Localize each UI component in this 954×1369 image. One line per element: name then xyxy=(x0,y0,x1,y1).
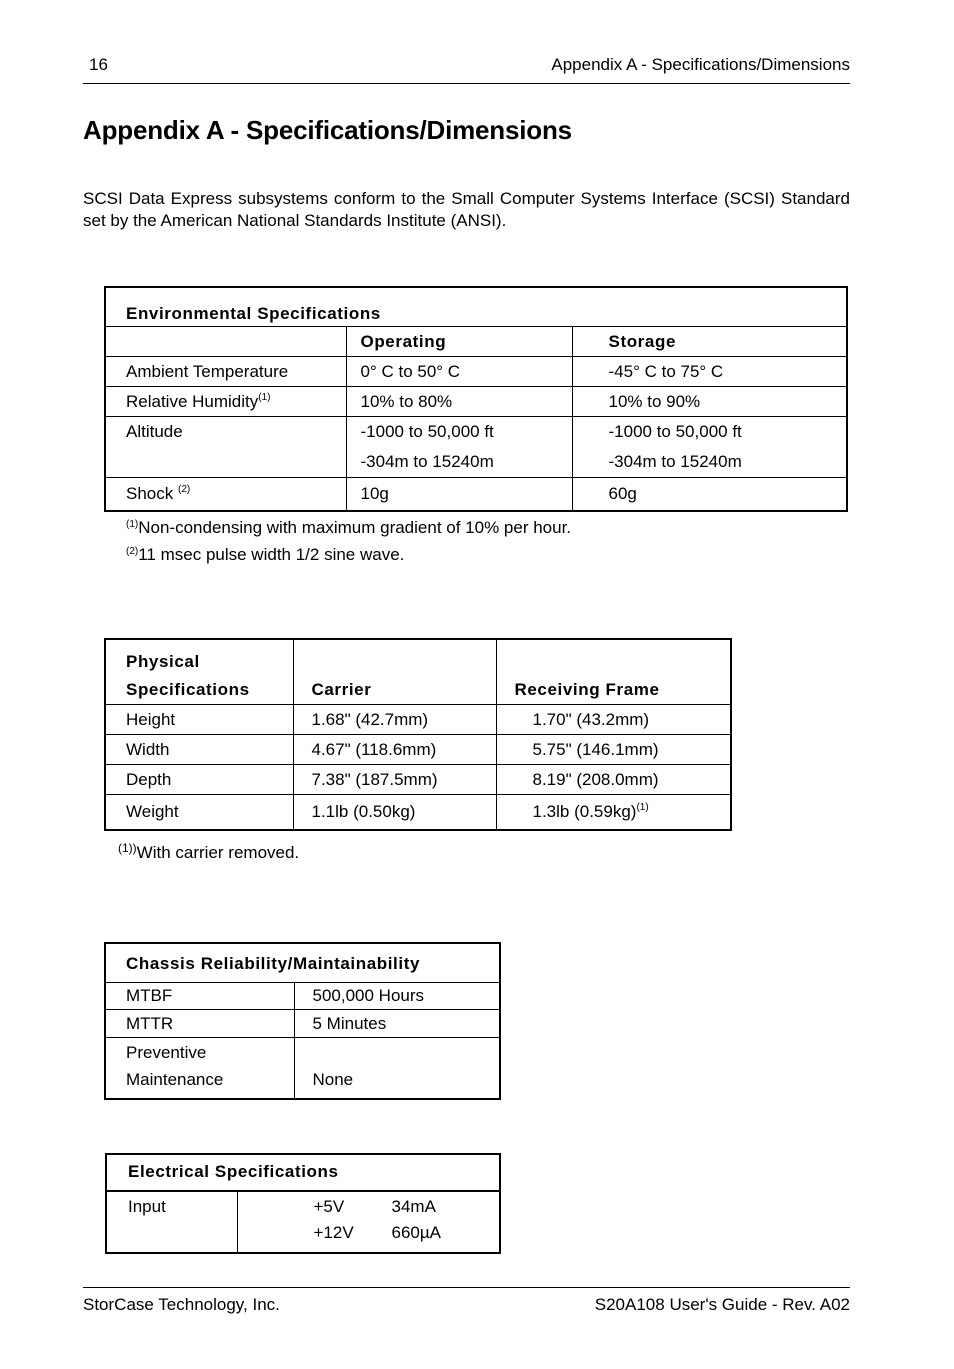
current-value: 660µA xyxy=(391,1223,441,1242)
env-col-storage: Storage xyxy=(608,332,676,351)
row-value: 5 Minutes xyxy=(312,1014,387,1033)
chassis-table-title: Chassis Reliability/Maintainability xyxy=(126,954,421,973)
environmental-specs-table xyxy=(104,286,848,512)
phys-col-carrier: Carrier xyxy=(311,680,372,699)
table-row xyxy=(105,478,847,512)
table-row xyxy=(105,387,847,417)
table-row xyxy=(105,357,847,387)
row-label-line2: Maintenance xyxy=(126,1070,224,1089)
row-label: Width xyxy=(126,740,170,759)
table-title-row xyxy=(105,943,500,983)
operating-value: 10g xyxy=(360,484,389,503)
page-number: 16 xyxy=(89,55,108,74)
phys-title-line1: Physical xyxy=(126,652,200,671)
footnote-text: With carrier removed. xyxy=(136,843,300,862)
operating-value: 0° C to 50° C xyxy=(360,362,461,381)
footnote-marker: (1) xyxy=(258,392,271,403)
table-row xyxy=(105,735,731,765)
row-label: Relative Humidity xyxy=(126,392,259,411)
storage-value: 10% to 90% xyxy=(608,392,701,411)
footnote-marker: (1)) xyxy=(118,841,137,855)
page-title: Appendix A - Specifications/Dimensions xyxy=(83,115,572,145)
row-label: Weight xyxy=(126,802,179,821)
table-row xyxy=(105,705,731,735)
table-row xyxy=(105,765,731,795)
storage-value: 60g xyxy=(608,484,637,503)
intro-paragraph: SCSI Data Express subsystems conform to the Small Computer Systems Interface (SCSI) Standard set by the American National Standards Institute (ANSI). xyxy=(83,189,850,230)
electrical-specs-table xyxy=(105,1153,501,1254)
env-table-title: Environmental Specifications xyxy=(126,304,381,323)
table-row xyxy=(106,1191,500,1253)
current-value: 34mA xyxy=(391,1197,436,1216)
carrier-value: 7.38" (187.5mm) xyxy=(311,770,438,789)
running-header-title: Appendix A - Specifications/Dimensions xyxy=(551,55,850,74)
frame-value: 5.75" (146.1mm) xyxy=(532,740,659,759)
table-header-row xyxy=(105,639,731,705)
env-col-operating: Operating xyxy=(360,332,447,351)
env-footnote-2 xyxy=(126,545,404,565)
storage-value: -45° C to 75° C xyxy=(608,362,724,381)
voltage-value: +5V xyxy=(313,1197,345,1216)
storage-value: -1000 to 50,000 ft xyxy=(608,422,742,441)
footnote-text: 11 msec pulse width 1/2 sine wave. xyxy=(138,545,405,564)
env-footnote-1 xyxy=(126,518,571,538)
chassis-reliability-table xyxy=(104,942,501,1100)
footer-company: StorCase Technology, Inc. xyxy=(83,1295,280,1314)
footnote-marker: (2) xyxy=(126,546,139,557)
voltage-value: +12V xyxy=(313,1223,354,1242)
table-row xyxy=(105,417,847,478)
header-divider xyxy=(83,83,850,84)
phys-col-frame: Receiving Frame xyxy=(514,680,660,699)
footnote-marker: (1) xyxy=(636,802,649,813)
phys-title-line2: Specifications xyxy=(126,680,250,699)
table-row xyxy=(105,1010,500,1038)
row-value: 500,000 Hours xyxy=(312,986,425,1005)
carrier-value: 1.1lb (0.50kg) xyxy=(311,802,416,821)
row-value: None xyxy=(312,1070,354,1089)
table-title-row xyxy=(106,1154,500,1191)
row-label: MTTR xyxy=(126,1014,174,1033)
footnote-text: Non-condensing with maximum gradient of 10% per hour. xyxy=(138,518,572,537)
table-header-row xyxy=(105,327,847,357)
storage-value-metric: -304m to 15240m xyxy=(608,452,742,471)
footnote-marker: (2) xyxy=(177,484,191,495)
electrical-values xyxy=(314,1192,500,1246)
row-label: Height xyxy=(126,710,176,729)
footer-document-id: S20A108 User's Guide - Rev. A02 xyxy=(594,1295,850,1314)
row-label: MTBF xyxy=(126,986,173,1005)
frame-value: 1.3lb (0.59kg) xyxy=(532,802,637,821)
operating-value: -1000 to 50,000 ft xyxy=(360,422,494,441)
physical-specs-table xyxy=(104,638,732,831)
row-label: Ambient Temperature xyxy=(126,362,289,381)
table-row xyxy=(105,1038,500,1100)
elec-table-title: Electrical Specifications xyxy=(128,1162,339,1181)
row-label: Altitude xyxy=(126,422,183,441)
frame-value: 1.70" (43.2mm) xyxy=(532,710,650,729)
table-title-row xyxy=(105,287,847,327)
row-label: Depth xyxy=(126,770,172,789)
frame-value: 8.19" (208.0mm) xyxy=(532,770,659,789)
phys-footnote xyxy=(118,841,299,863)
row-label: Input xyxy=(128,1197,166,1216)
row-label: Shock xyxy=(126,484,174,503)
row-label: Preventive xyxy=(126,1043,207,1062)
operating-value: 10% to 80% xyxy=(360,392,453,411)
table-row xyxy=(105,983,500,1010)
carrier-value: 4.67" (118.6mm) xyxy=(311,740,437,759)
table-row xyxy=(105,795,731,831)
carrier-value: 1.68" (42.7mm) xyxy=(311,710,429,729)
operating-value-metric: -304m to 15240m xyxy=(360,452,494,471)
footer-divider xyxy=(83,1287,850,1288)
footnote-marker: (1) xyxy=(126,519,139,530)
